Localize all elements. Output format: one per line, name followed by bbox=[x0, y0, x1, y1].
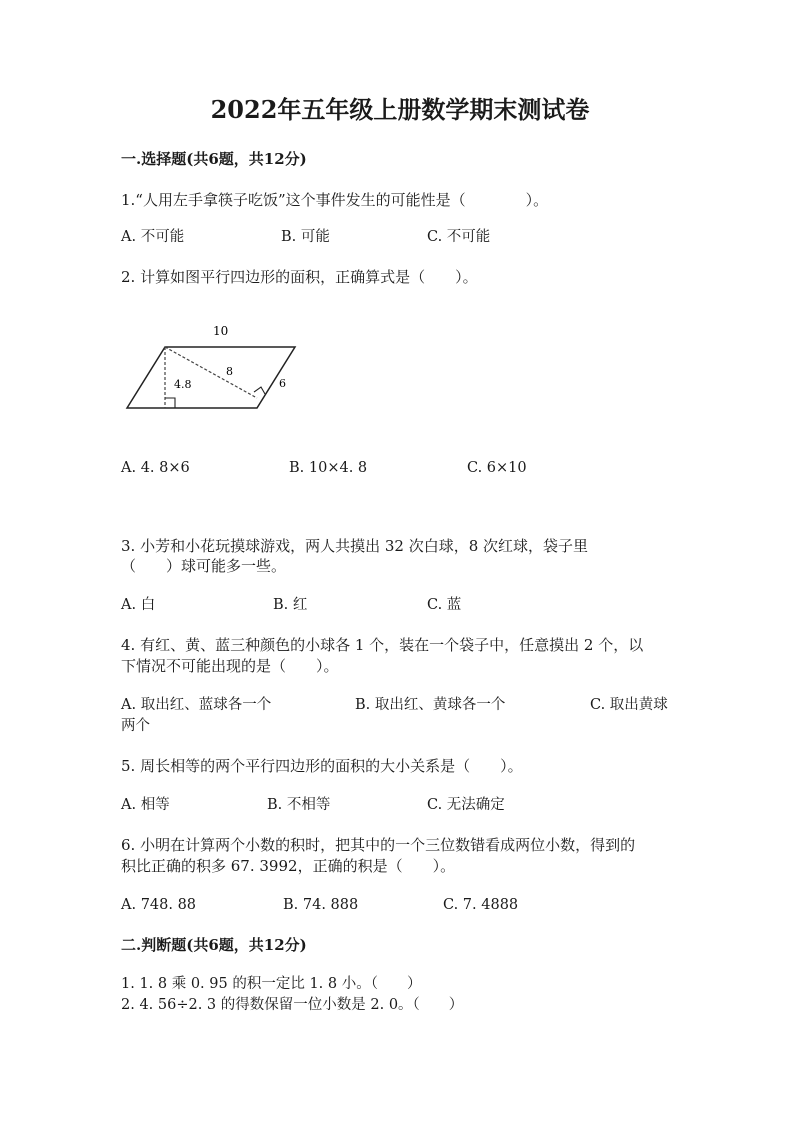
label-side-6: 6 bbox=[279, 377, 286, 390]
question-5-text: 5. 周长相等的两个平行四边形的面积的大小关系是（ ）。 bbox=[121, 757, 523, 775]
section-heading-choice: 一.选择题(共6题，共12分) bbox=[121, 150, 307, 168]
q3-option-a: A. 白 bbox=[121, 597, 156, 613]
q1-option-c: C. 不可能 bbox=[427, 229, 491, 245]
label-height-4-8: 4.8 bbox=[174, 378, 192, 391]
q4-option-c-continued: 两个 bbox=[121, 718, 150, 734]
q3-option-c: C. 蓝 bbox=[427, 597, 462, 613]
q5-option-a: A. 相等 bbox=[121, 797, 170, 813]
label-top-10: 10 bbox=[213, 324, 229, 338]
q1-option-b: B. 可能 bbox=[281, 229, 330, 245]
question-6-text-line1: 6. 小明在计算两个小数的积时，把其中的一个三位数错看成两位小数，得到的 bbox=[121, 836, 636, 854]
q6-option-a: A. 748. 88 bbox=[121, 897, 197, 913]
tf-item-2: 2. 4. 56÷2. 3 的得数保留一位小数是 2. 0。（ ） bbox=[121, 997, 464, 1013]
question-6-text-line2: 积比正确的积多 67. 3992，正确的积是（ ）。 bbox=[121, 857, 456, 875]
question-4-text-line1: 4. 有红、黄、蓝三种颜色的小球各 1 个，装在一个袋子中，任意摸出 2 个，以 bbox=[121, 636, 644, 654]
q2-option-b: B. 10×4. 8 bbox=[289, 460, 368, 476]
q5-option-c: C. 无法确定 bbox=[427, 797, 505, 813]
question-3-text-line2: （ ）球可能多一些。 bbox=[121, 557, 287, 575]
section-heading-true-false: 二.判断题(共6题，共12分) bbox=[121, 936, 307, 954]
question-3-text-line1: 3. 小芳和小花玩摸球游戏，两人共摸出 32 次白球，8 次红球，袋子里 bbox=[121, 537, 589, 555]
q4-option-c: C. 取出黄球 bbox=[590, 697, 668, 713]
q2-option-a: A. 4. 8×6 bbox=[121, 460, 190, 476]
question-2-text: 2. 计算如图平行四边形的面积，正确算式是（ ）。 bbox=[121, 268, 478, 286]
right-angle-mark-bottom bbox=[165, 398, 175, 408]
parallelogram-shape bbox=[127, 347, 295, 408]
q6-option-c: C. 7. 4888 bbox=[443, 897, 519, 913]
q4-option-b: B. 取出红、黄球各一个 bbox=[355, 697, 506, 713]
question-4-text-line2: 下情况不可能出现的是（ ）。 bbox=[121, 657, 339, 675]
question-1-text: 1.“人用左手拿筷子吃饭”这个事件发生的可能性是（ ）。 bbox=[121, 191, 549, 209]
q1-option-a: A. 不可能 bbox=[121, 229, 185, 245]
right-angle-mark-side bbox=[254, 387, 265, 394]
tf-item-1: 1. 1. 8 乘 0. 95 的积一定比 1. 8 小。（ ） bbox=[121, 976, 422, 992]
q4-option-a: A. 取出红、蓝球各一个 bbox=[121, 697, 272, 713]
q6-option-b: B. 74. 888 bbox=[283, 897, 359, 913]
q2-option-c: C. 6×10 bbox=[467, 460, 527, 476]
parallelogram-figure bbox=[115, 315, 315, 420]
label-diag-8: 8 bbox=[226, 365, 233, 378]
page-title: 2022年五年级上册数学期末测试卷 bbox=[210, 95, 590, 124]
q5-option-b: B. 不相等 bbox=[267, 797, 331, 813]
q3-option-b: B. 红 bbox=[273, 597, 308, 613]
